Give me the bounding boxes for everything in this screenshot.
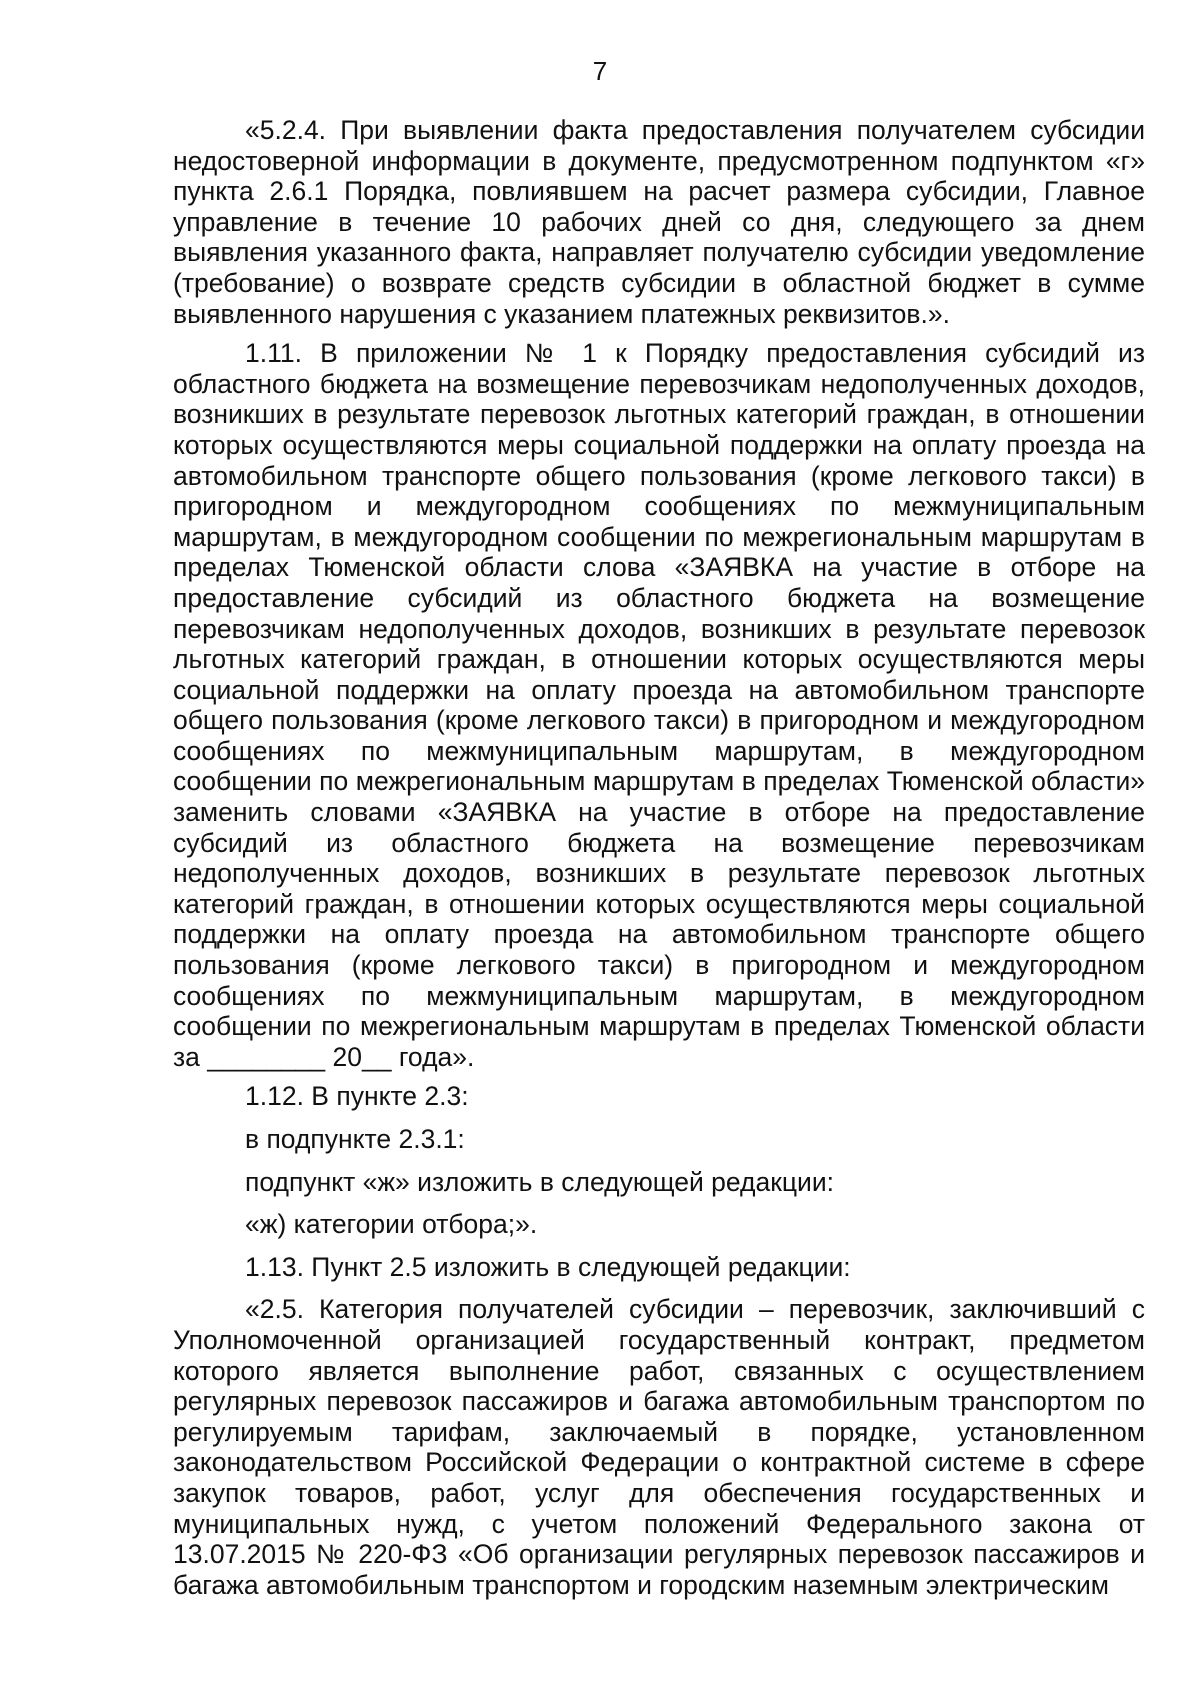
paragraph-subpoint-2-3-1: в подпункте 2.3.1: xyxy=(245,1124,465,1154)
paragraph-1-13: 1.13. Пункт 2.5 изложить в следующей редакции: xyxy=(245,1251,851,1282)
paragraph-1-11: 1.11. В приложении № 1 к Порядку предоставления субсидий из областного бюджета на возмещение перевозчикам недополученных доходов, возникших в результате перевозок льготных категорий граждан, в отношении которых осуществляются меры социальной поддержки на оплату проезда на автомобильном транспорте общего пользования (кроме легкового такси) в пригородном и междугородном сообщениях по межмуниципальным маршрутам, в междугородном сообщении по межрегиональным маршрутам в пределах Тюменской области слова «ЗАЯВКА на участие в отборе на предоставление субсидий из областного бюджета на возмещение перевозчикам недополученных доходов, возникших в результате перевозок льготных категорий граждан, в отношении которых осуществляются меры социальной поддержки на оплату проезда на автомобильном транспорте общего пользования (кроме легкового такси) в пригородном и междугородном сообщениях по межмуниципальным маршрутам, в междугородном сообщении по межрегиональным маршрутам в пределах Тюменской области» заменить словами «ЗАЯВКА на участие в отборе на предоставление субсидий из областного бюджета на возмещение перевозчикам недополученных доходов, возникших в результате перевозок льготных категорий граждан, в отношении которых осуществляются меры социальной поддержки на оплату проезда на автомобильном транспорте общего пользования (кроме легкового такси) в пригородном и междугородном сообщениях по межмуниципальным маршрутам, в междугородном сообщении по межрегиональным маршрутам в пределах Тюменской области за ________ 20__ года». xyxy=(173,338,1145,1072)
paragraph-2-5: «2.5. Категория получателей субсидии – перевозчик, заключивший с Уполномоченной организацией государственный контракт, предметом которого является выполнение работ, связанных с осуществлением регулярных перевозок пассажиров и багажа автомобильным транспортом по регулируемым тарифам, заключаемый в порядке, установленном законодательством Российской Федерации о контрактной системе в сфере закупок товаров, работ, услуг для обеспечения государственных и муниципальных нужд, с учетом положений Федерального закона от 13.07.2015 № 220-ФЗ «Об организации регулярных перевозок пассажиров и багажа автомобильным транспортом и городским наземным электрическим xyxy=(173,1294,1145,1600)
paragraph-1-12: 1.12. В пункте 2.3: xyxy=(245,1081,469,1112)
paragraph-subpoint-zh: подпункт «ж» изложить в следующей редакции: xyxy=(245,1166,834,1197)
document-body xyxy=(173,115,1145,1609)
page-number: 7 xyxy=(592,56,608,86)
paragraph-5-2-4: «5.2.4. При выявлении факта предоставления получателем субсидии недостоверной информации в документе, предусмотренном подпунктом «г» пункта 2.6.1 Порядка, повлиявшем на расчет размера субсидии, Главное управление в течение 10 рабочих дней со дня, следующего за днем выявления указанного факта, направляет получателю субсидии уведомление (требование) о возврате средств субсидии в областной бюджет в сумме выявленного нарушения с указанием платежных реквизитов.». xyxy=(173,115,1145,329)
paragraph-zh-text: «ж) категории отбора;». xyxy=(245,1209,538,1240)
